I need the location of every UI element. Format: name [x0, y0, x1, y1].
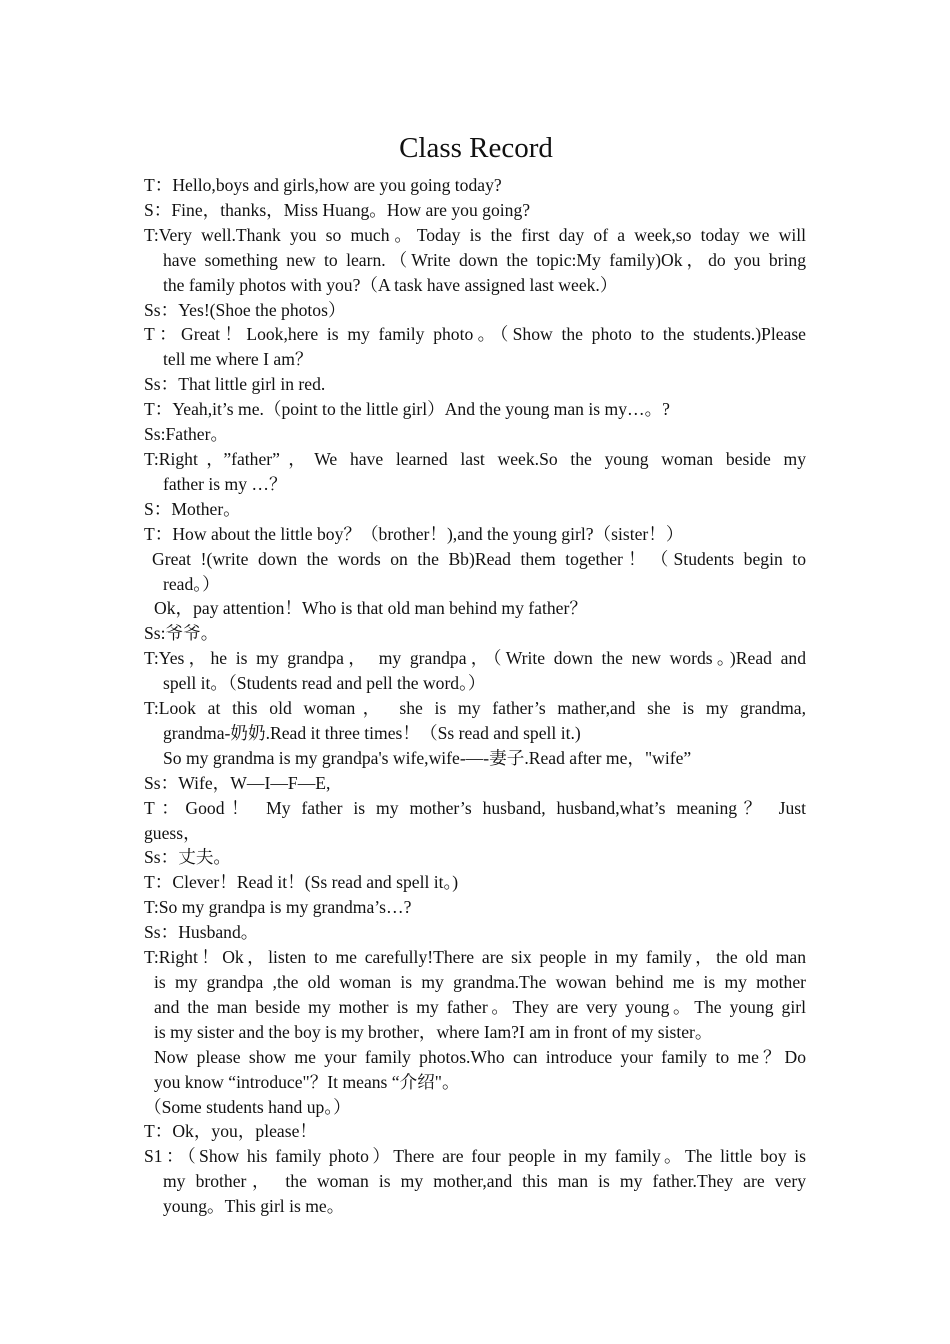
dialogue-line: Now please show me your family photos.Who can introduce your family to me？Do	[154, 1046, 806, 1067]
dialogue-line: T:Right！Ok，listen to me carefully!There are six people in my family，the old man	[144, 947, 806, 968]
dialogue-line: So my grandma is my grandpa's wife,wife-—-妻子.Read after me，"wife”	[163, 747, 692, 768]
dialogue-line: Ss:爷爷。	[144, 623, 219, 644]
dialogue-line: Ss：Wife，W—I—F—E,	[144, 772, 331, 793]
dialogue-line: T:Look at this old woman， she is my father’s mather,and she is my grandma,	[144, 698, 806, 719]
dialogue-line: T：Good！ My father is my mother’s husband, husband,what’s meaning？ Just	[144, 797, 806, 818]
dialogue-line: and the man beside my mother is my father。They are very young。The young girl	[154, 996, 806, 1017]
dialogue-line: guess，	[144, 822, 201, 843]
dialogue-line: T:Very well.Thank you so much。Today is the first day of a week,so today we will	[144, 224, 806, 245]
dialogue-line: T：Clever！Read it！(Ss read and spell it。)	[144, 872, 459, 893]
dialogue-line: my brother， the woman is my mother,and this man is my father.They are very	[163, 1171, 806, 1192]
dialogue-line: read。）	[163, 573, 220, 594]
dialogue-line: T：Great！Look,here is my family photo。（Show the photo to the students.)Please	[144, 324, 806, 345]
dialogue-line: Great !(write down the words on the Bb)Read them together！（Students begin to	[152, 548, 806, 569]
dialogue-line: T:Yes，he is my grandpa， my grandpa，（Write down the new words。)Read and	[144, 648, 806, 669]
dialogue-line: S1：（Show his family photo）There are four people in my family。The little boy is	[144, 1146, 806, 1167]
document-title: Class Record	[399, 132, 553, 164]
dialogue-line: T:So my grandpa is my grandma’s…?	[144, 897, 412, 918]
dialogue-line: T:Right，”father”，We have learned last week.So the young woman beside my	[144, 448, 806, 469]
dialogue-line: the family photos with you?（A task have assigned last week.）	[163, 274, 618, 295]
dialogue-line: is my grandpa ,the old woman is my grandma.The wowan behind me is my mother	[154, 972, 806, 992]
dialogue-line: T：Hello,boys and girls,how are you going today?	[144, 175, 502, 195]
dialogue-line: Ss：丈夫。	[144, 847, 232, 868]
dialogue-line: T：Yeah,it’s me.（point to the little girl）And the young man is my…。?	[144, 399, 670, 420]
dialogue-line: young。This girl is me。	[163, 1196, 345, 1217]
dialogue-line: grandma-奶奶.Read it three times！（Ss read and spell it.)	[163, 722, 581, 743]
dialogue-line: have something new to learn.（Write down the topic:My family)Ok，do you bring	[163, 249, 806, 270]
dialogue-line: you know “introduce"？It means “介绍"。	[154, 1071, 460, 1092]
dialogue-line: T：How about the little boy？（brother！),and the young girl?（sister！）	[144, 523, 684, 544]
dialogue-line: father is my …？	[163, 473, 287, 494]
dialogue-line: Ss：Husband。	[144, 922, 259, 943]
dialogue-line: S：Fine，thanks，Miss Huang。How are you going?	[144, 199, 531, 220]
dialogue-line: is my sister and the boy is my brother，where Iam?I am in front of my sister。	[154, 1021, 713, 1042]
dialogue-line: spell it。（Students read and pell the word。）	[163, 673, 486, 694]
dialogue-line: Ss：Yes!(Shoe the photos）	[144, 299, 346, 320]
dialogue-line: tell me where I am？	[163, 349, 313, 370]
dialogue-line: （Some students hand up。）	[144, 1096, 351, 1117]
dialogue-line: T：Ok，you，please！	[144, 1121, 317, 1142]
document-page	[144, 128, 806, 1219]
dialogue-line: Ss:Father。	[144, 424, 229, 445]
dialogue-line: S：Mother。	[144, 498, 241, 519]
dialogue-line: Ss：That little girl in red.	[144, 374, 326, 395]
dialogue-line: Ok，pay attention！Who is that old man behind my father？	[154, 598, 587, 619]
